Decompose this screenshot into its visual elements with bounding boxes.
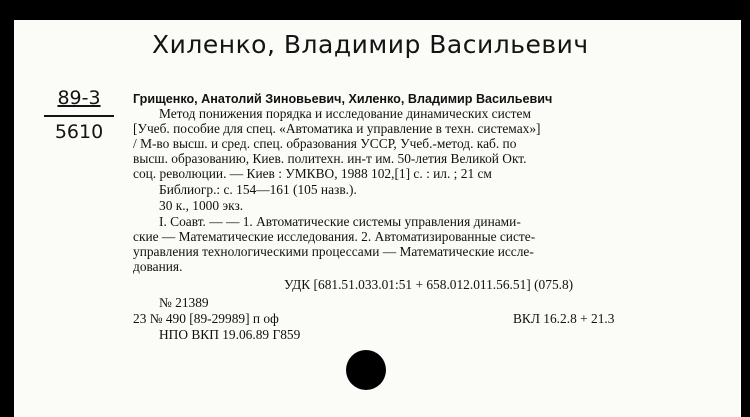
card-subject-line: ские — Математические исследования. 2. Автоматизированные систе- <box>133 229 536 244</box>
card-text-line: / М-во высш. и сред. спец. образования УССР, Учеб.-метод. каб. по <box>133 136 517 151</box>
card-udc-line: УДК [681.51.033.01:51 + 658.012.011.56.51] (075.8) <box>284 277 574 292</box>
shelfmark-divider <box>44 115 114 117</box>
shelfmark-top: 89-3 <box>57 87 101 109</box>
card-subject-line: I. Соавт. — — 1. Автоматические системы управления динами- <box>159 214 521 229</box>
card-classification-line: ВКЛ 16.2.8 + 21.3 <box>513 311 615 326</box>
punch-hole <box>346 350 386 390</box>
card-text-line: соц. революции. — Киев : УМКВО, 1988 102,[1] с. : ил. ; 21 см <box>133 166 492 181</box>
card-number-line: № 21389 <box>159 295 209 310</box>
handwritten-heading: Хиленко, Владимир Васильевич <box>152 30 589 59</box>
card-bibliography-line: Библиогр.: с. 154—161 (105 назв.). <box>159 182 357 197</box>
card-publisher-line: НПО ВКП 19.06.89 Г859 <box>159 327 301 342</box>
card-subject-line: управления технологическими процессами — Математические иссле- <box>133 244 534 259</box>
card-text-line: высш. образованию, Киев. политехн. ин-т им. 50-летия Великой Окт. <box>133 151 527 166</box>
card-subject-line: дования. <box>133 259 183 274</box>
card-title-line: Метод понижения порядка и исследование динамических систем <box>159 106 531 121</box>
shelfmark <box>44 88 114 142</box>
shelfmark-bottom: 5610 <box>54 121 104 143</box>
card-author-line: Грищенко, Анатолий Зиновьевич, Хиленко, Владимир Васильевич <box>133 92 553 106</box>
card-text-line: [Учеб. пособие для спец. «Автоматика и управление в техн. системах»] <box>133 121 541 136</box>
card-order-line: 23 № 490 [89-29989] п оф <box>133 311 279 326</box>
card-price-line: 30 к., 1000 экз. <box>159 198 244 213</box>
